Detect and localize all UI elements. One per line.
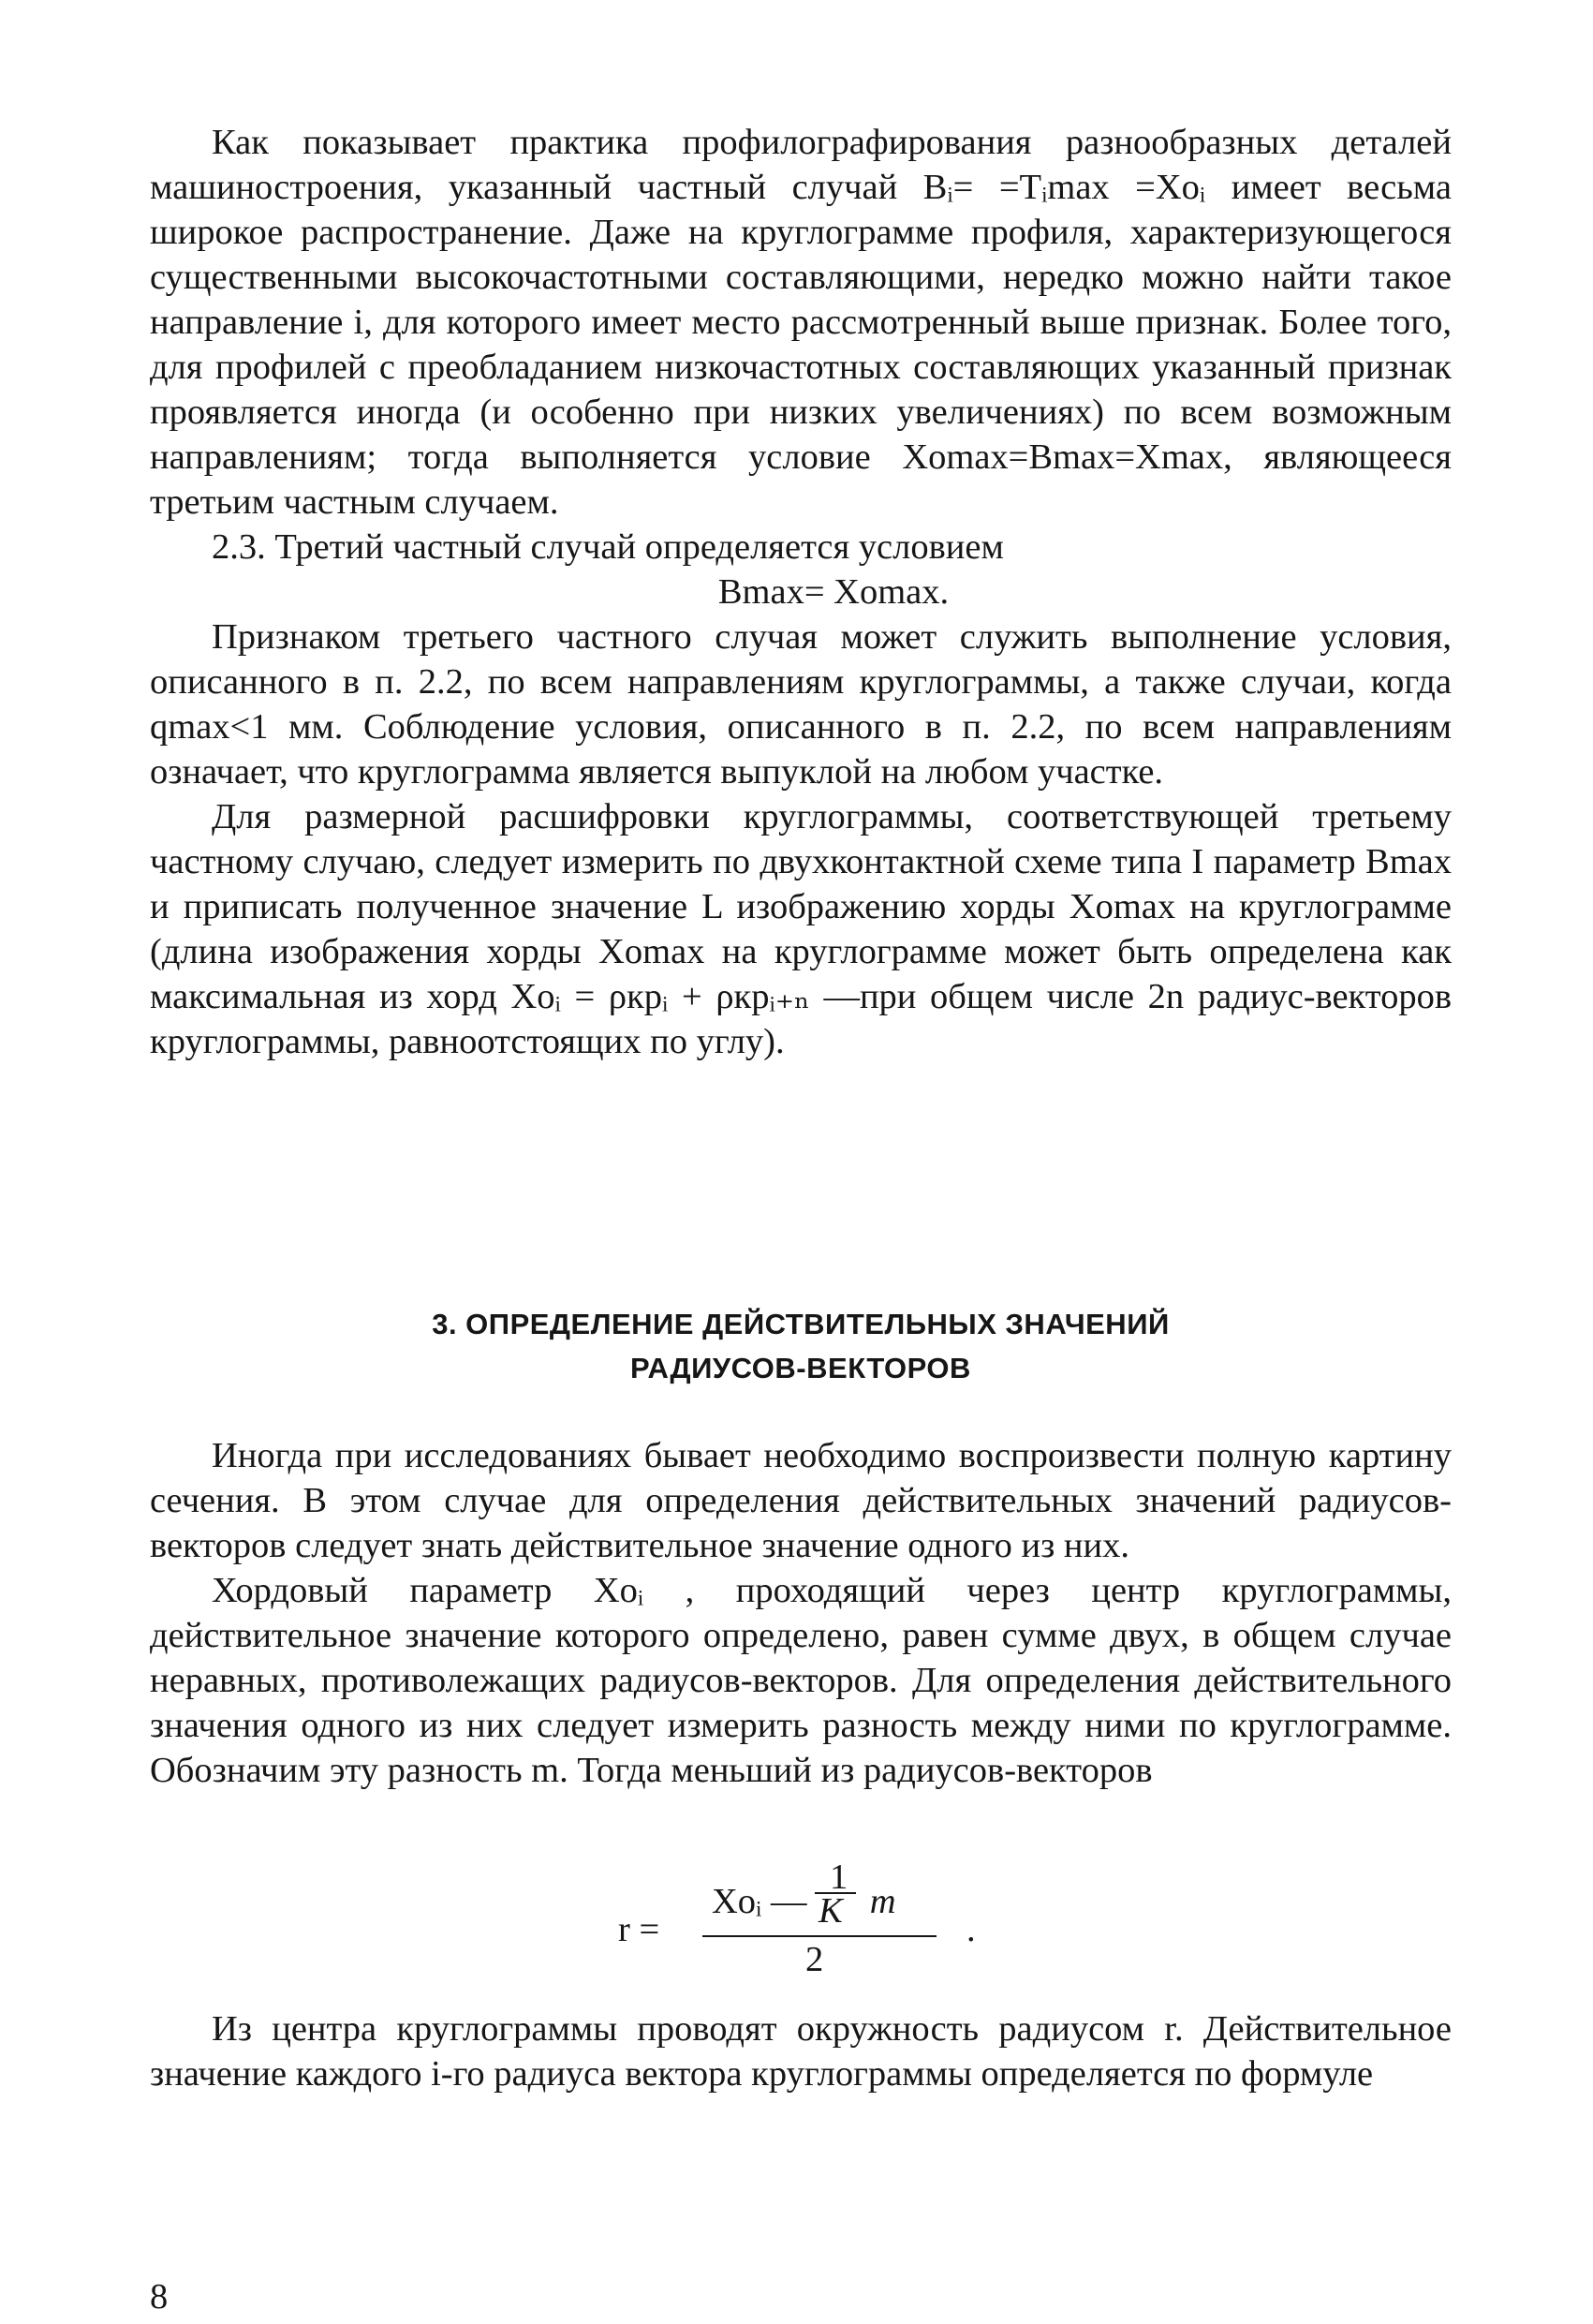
paragraph-2-lead: 2.3. Третий частный случай определяется условием xyxy=(212,527,1004,567)
section-heading-line-2: РАДИУСОВ-ВЕКТОРОВ xyxy=(630,1352,971,1384)
formula-m: m xyxy=(869,1882,896,1921)
formula-lhs: r = xyxy=(618,1910,660,1949)
text-block-1 xyxy=(150,120,1452,1064)
formula-denominator: 2 xyxy=(805,1940,824,1979)
section-heading-line-1: 3. ОПРЕДЕЛЕНИЕ ДЕЙСТВИТЕЛЬНЫХ ЗНАЧЕНИЙ xyxy=(432,1308,1170,1340)
paragraph-6: Хордовый параметр Xoᵢ , проходящий через центр круглограммы, действительное значение которого определено, равен сумме двух, в общем случае неравных, противолежащих радиусов-векторов. Для определения действительного значения одного из них следует измерить разность между ними по круглограмме. Обозначим эту разность m. Тогда меньший из радиусов-векторов xyxy=(150,1571,1452,1790)
formula-trailing-dot: . xyxy=(966,1910,976,1949)
paragraph-7: Из центра круглограммы проводят окружность радиусом r. Действительное значение каждого i-го радиуса вектора круглограммы определяется по формуле xyxy=(150,2009,1452,2094)
formula-one: 1 xyxy=(830,1858,848,1897)
paragraph-1: Как показывает практика профилографирования разнообразных деталей машиностроения, указанный частный случай Bᵢ= =Tᵢmax =Xoᵢ имеет весьма широкое распространение. Даже на круглограмме профиля, характеризующегося существенными высокочастотными составляющими, нередко можно найти такое направление i, для которого имеет место рассмотренный выше признак. Более того, для профилей с преобладанием низкочастотных составляющих указанный признак проявляется иногда (и особенно при низких увеличениях) по всем возможным направлениям; тогда выполняется условие Xomax=Bmax=Xmax, являющееся третьим частным случаем. xyxy=(150,123,1452,522)
condition-formula: Bmax= Xomax. xyxy=(717,572,950,612)
radius-formula xyxy=(618,1857,974,1988)
formula-numerator-text: Xoᵢ — xyxy=(712,1882,807,1921)
formula-numerator xyxy=(712,1881,896,1922)
text-block-3 xyxy=(150,2006,1452,2096)
section-heading xyxy=(150,1302,1452,1390)
page-number: 8 xyxy=(150,2277,169,2317)
paragraph-5: Иногда при исследованиях бывает необходимо воспроизвести полную картину сечения. В этом случае для определения действительных значений радиусов-векторов следует знать действительное значение одного из них. xyxy=(150,1436,1452,1565)
paragraph-4: Для размерной расшифровки круглограммы, соответствующей третьему частному случаю, следует измерить по двухконтактной схеме типа I параметр Bmax и приписать полученное значение L изображению хорды Xomax на круглограмме (длина изображения хорды Xomax на круглограмме может быть определена как максимальная из хорд Xoᵢ = ρкрᵢ + ρкрᵢ₊ₙ —при общем числе 2n радиус-векторов круглограммы, равноотстоящих по углу). xyxy=(150,797,1452,1061)
paragraph-3: Признаком третьего частного случая может служить выполнение условия, описанного в п. 2.2, по всем направлениям круглограммы, а также случаи, когда qmax<1 мм. Соблюдение условия, описанного в п. 2.2, по всем направлениям означает, что круглограмма является выпуклой на любом участке. xyxy=(150,617,1452,792)
text-block-2 xyxy=(150,1433,1452,1793)
formula-fraction-bar xyxy=(702,1935,937,1937)
formula-k: K xyxy=(819,1891,843,1931)
